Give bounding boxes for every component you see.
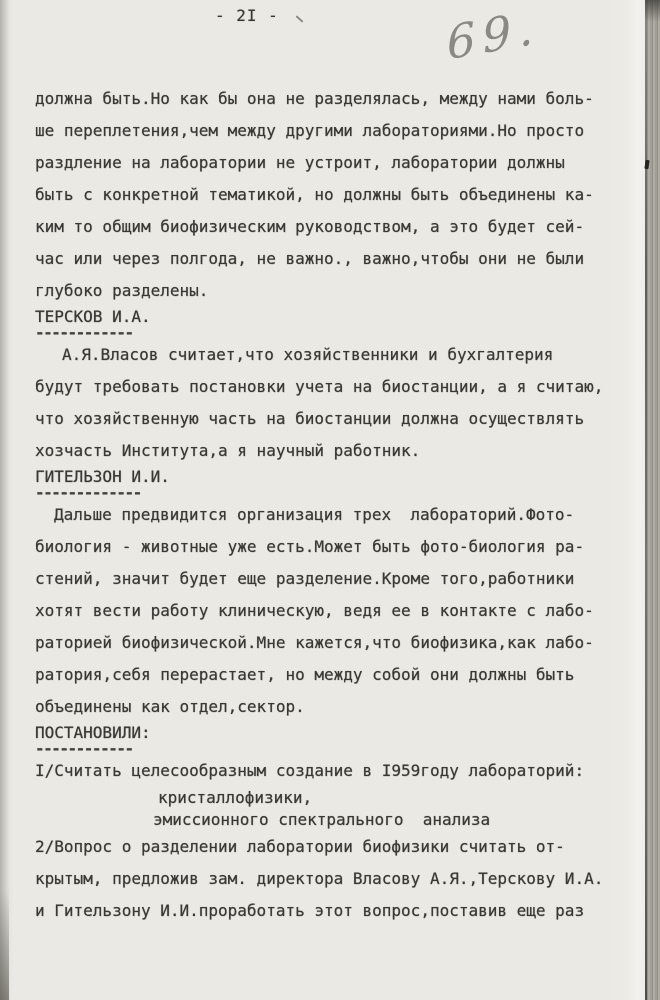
bottom-left-corner-smudge (0, 890, 9, 1000)
resolution-item-1-sub: эмиссионного спектрального анализа (153, 810, 491, 829)
typed-line: биология - животные уже есть.Может быть фото-биология ра- (35, 537, 585, 556)
heading-text: ГИТЕЛЬЗОН И.И. (35, 467, 170, 486)
resolution-item-2: 2/Вопрос о разделении лаборатории биофизики считать от- (35, 837, 565, 856)
typed-line: Дальше предвидится организация трех лабораторий.Фото- (54, 505, 575, 524)
heading-underline: ------------- (35, 483, 141, 502)
typed-line: раторией биофизической.Мне кажется,что биофизика,как лабо- (35, 633, 594, 652)
typed-line: должна быть.Но как бы она не разделялась, между нами боль- (35, 89, 594, 108)
typed-line: раздление на лаборатории не устроит, лаборатории должны (35, 153, 565, 172)
typed-line: хотят вести работу клиническую, ведя ее в контакте с лабо- (35, 601, 594, 620)
page-right-edge-top-shadow (645, 0, 660, 22)
page-number: - 2I - (215, 6, 279, 25)
heading-text: ПОСТАНОВИЛИ: (35, 723, 151, 742)
typed-line: А.Я.Власов считает,что хозяйственники и бухгалтерия (62, 345, 554, 364)
typed-line: что хозяйственную часть на биостанции должна осуществлять (35, 409, 585, 428)
page-right-edge-highlight (628, 0, 645, 1000)
typed-line: крытым, предложив зам. директора Власову А.Я.,Терскову И.А. (35, 869, 604, 888)
typed-line: стений, значит будет еще разделение.Кроме того,работники (35, 569, 575, 588)
resolution-item-1-sub: кристаллофизики, (158, 788, 313, 807)
section-heading-terskov (35, 307, 615, 342)
typed-line: и Гительзону И.И.проработать этот вопрос,поставив еще раз (35, 901, 585, 920)
page-right-edge-background (647, 0, 660, 1000)
page-left-edge-shadow (0, 0, 10, 1000)
typed-text-block (35, 83, 615, 927)
typed-line: ратория,себя перерастает, но между собой они должны быть (35, 665, 575, 684)
resolution-item-1: I/Считать целесообразным создание в I959году лабораторий: (35, 761, 585, 780)
heading-underline: ------------ (35, 323, 133, 342)
typed-line: час или через полгода, не важно., важно,чтобы они не были (35, 249, 585, 268)
typed-line: глубоко разделены. (35, 281, 209, 300)
heading-text: ТЕРСКОВ И.А. (35, 307, 151, 326)
section-heading-gitelzon (35, 467, 615, 502)
heading-underline: ------------ (35, 739, 133, 758)
typed-line: быть с конкретной тематикой, но должны быть объединены ка- (35, 185, 594, 204)
handwritten-page-mark: 69. (444, 0, 542, 71)
typed-line: ким то общим биофизическим руководством, а это будет сей- (35, 217, 585, 236)
section-heading-resolution (35, 723, 615, 758)
typed-line: хозчасть Института,а я научный работник. (35, 441, 421, 460)
typed-line: объединены как отдел,сектор. (35, 697, 305, 716)
typed-line: будут требовать постановки учета на биостанции, а я считаю, (35, 377, 604, 396)
typed-line: ше переплетения,чем между другими лабораториями.Но просто (35, 121, 585, 140)
stray-mark (295, 15, 303, 23)
